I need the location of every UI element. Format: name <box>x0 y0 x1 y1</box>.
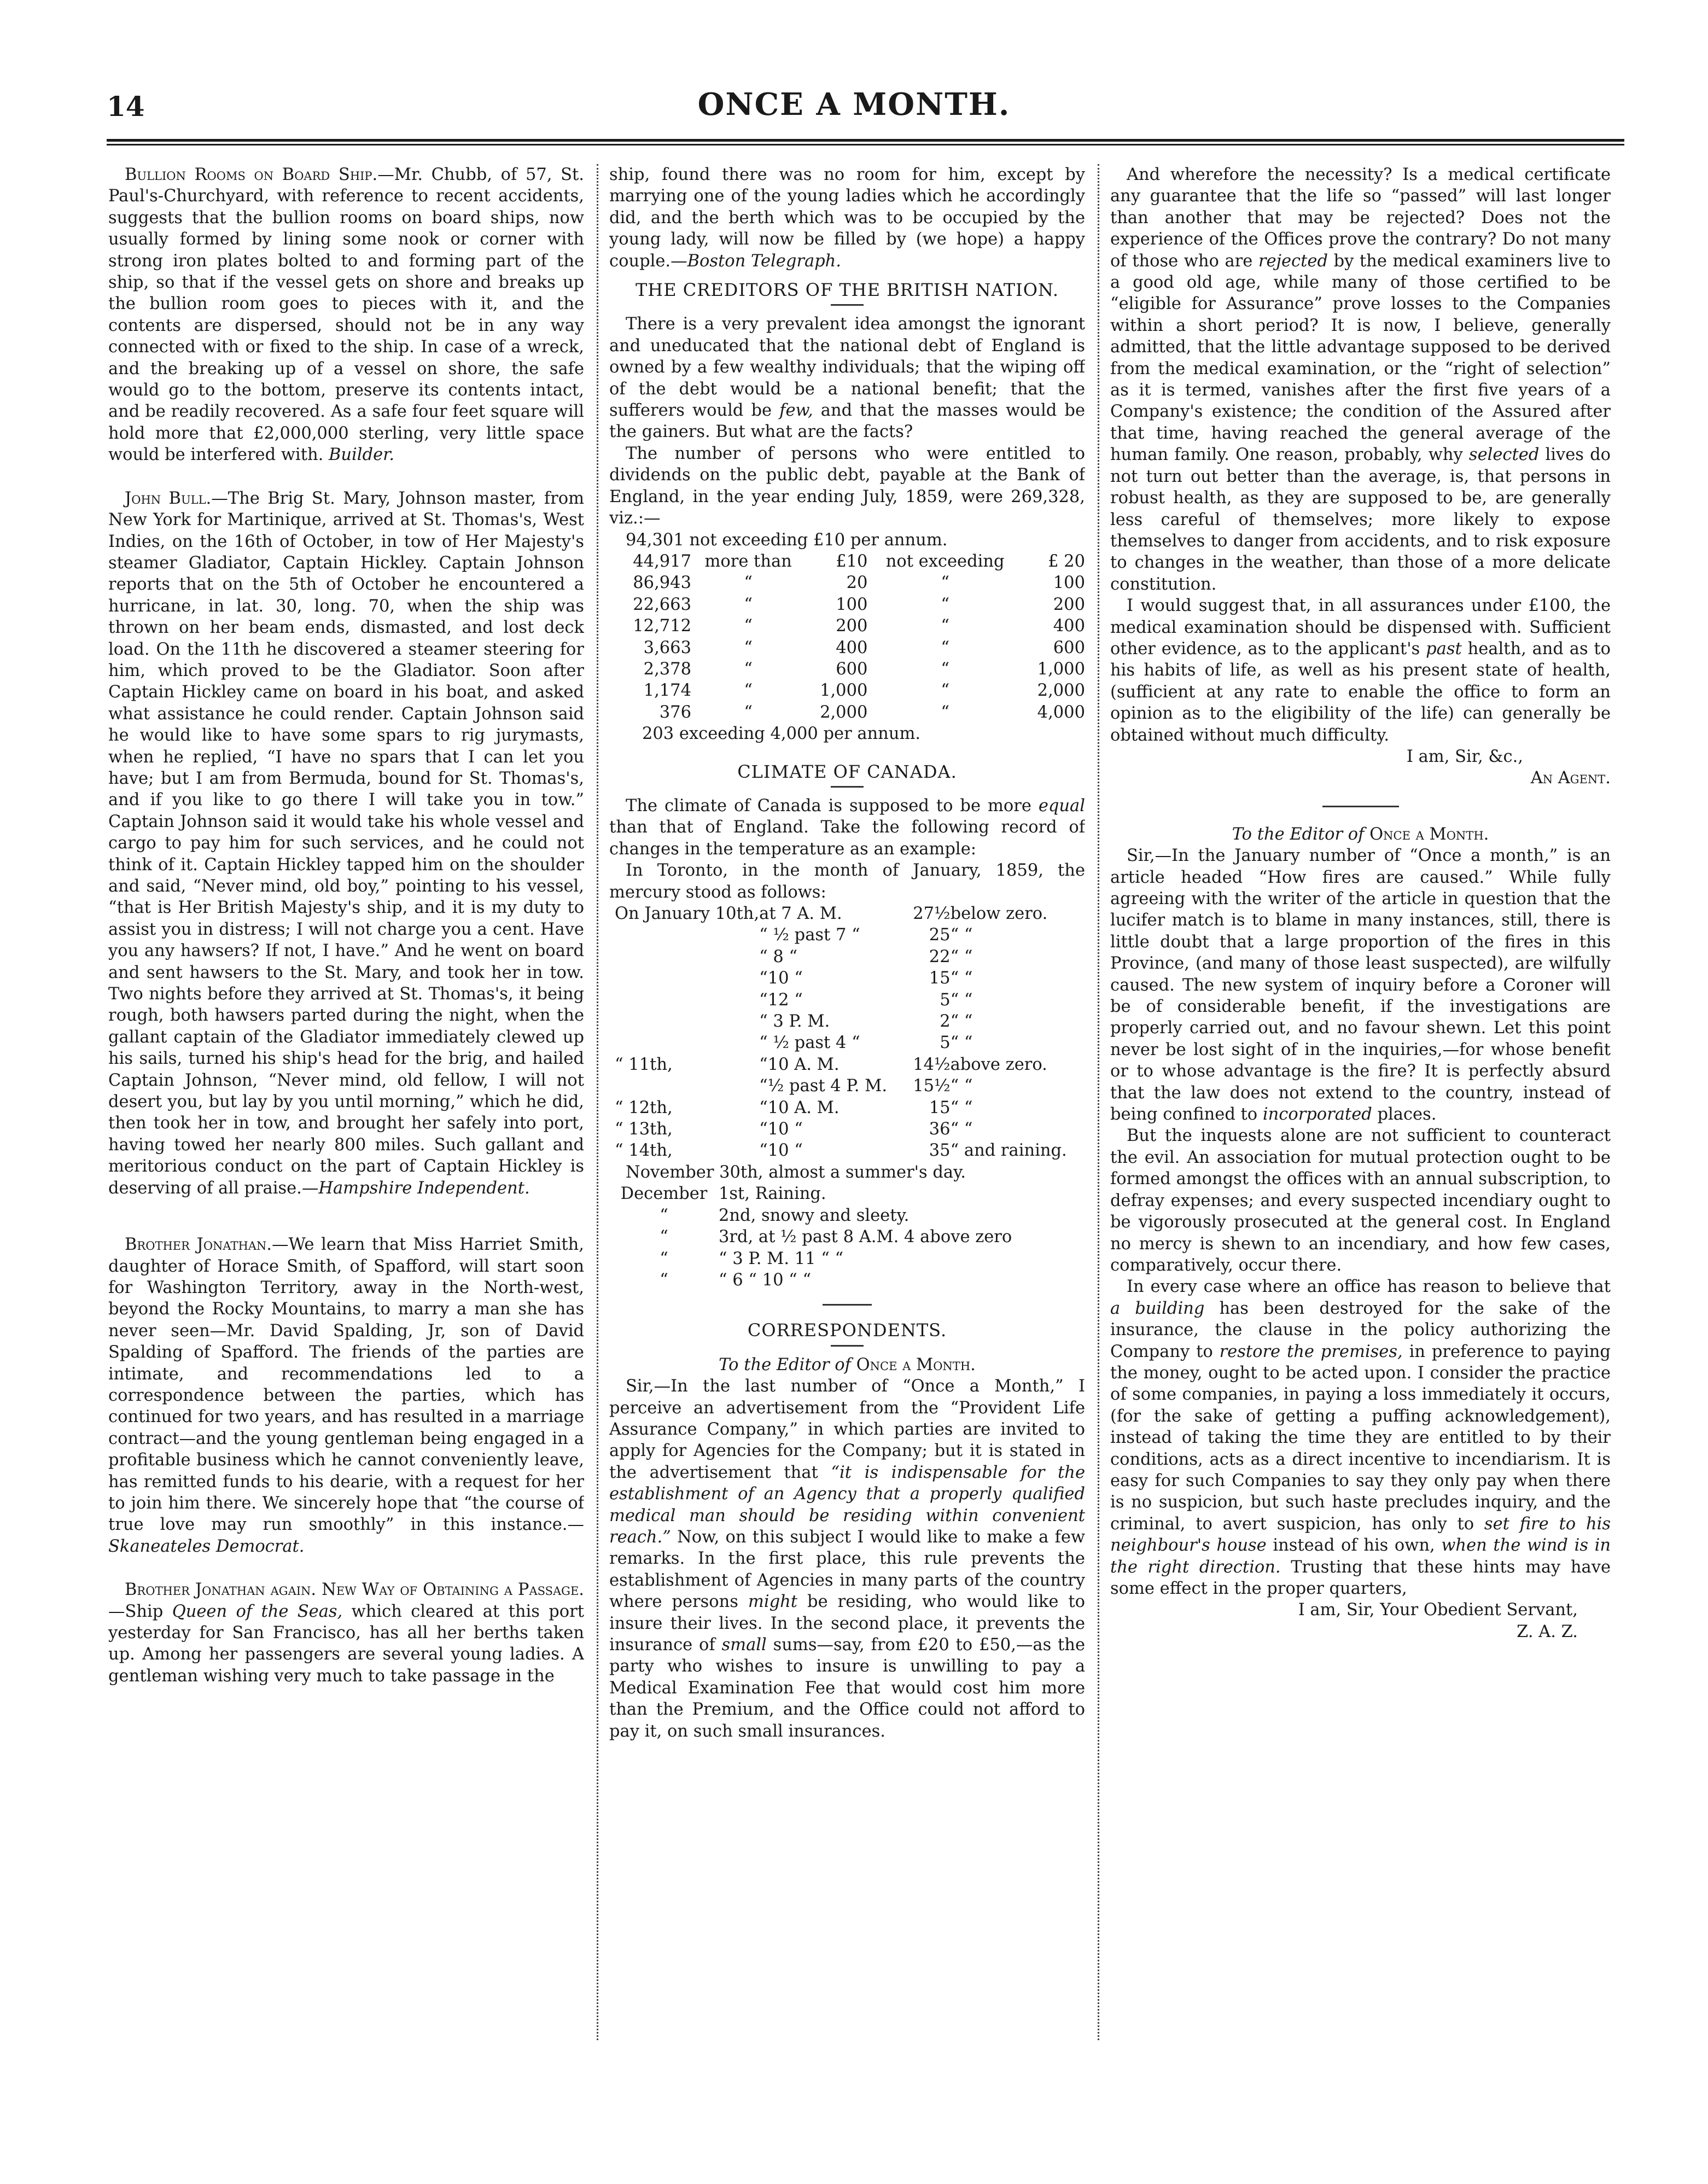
temperature-time: “10 “ <box>759 1141 803 1161</box>
temperature-time: at 7 A. M. <box>759 904 842 923</box>
temperature-unit: below zero. <box>950 904 1048 923</box>
editor-address-2: To the Editor of Once a Month. <box>1232 824 1489 844</box>
debt-label: “ <box>744 616 753 636</box>
debt-persons: 3,663 <box>643 638 691 657</box>
heading-dash <box>831 1345 864 1347</box>
header-rule-thick <box>107 139 1624 142</box>
november-line: November 30th, almost a summer's day. <box>626 1162 966 1182</box>
heading-dash <box>831 304 864 306</box>
december-date: “ <box>660 1205 668 1225</box>
debt-label: “ <box>941 616 949 636</box>
temperature-unit: “ “ <box>950 990 973 1010</box>
debt-label: not exceeding <box>885 551 1005 571</box>
john-bull-article: John Bull.—The Brig St. Mary, Johnson master, from New York for Martinique, arrived at St. Thomas's, West Indies, on the 16th of October, in tow of Her Majesty's steamer Gladiator, Captain Hickley. Captain Johnson reports that on the 5th of October he encountered a hurricane, in lat. 30, long. 70, when the ship was thrown on her beam ends, dismasted, and lost deck load. On the 11th he discovered a steamer steering for him, which proved to be the Gladiator. Soon after Captain Hickley came on board in his boat, and asked what assistance he could render. Captain Johnson said he would like to have some spars to rig jurymasts, when he replied, “I have no spars that I can let you have; but I am from Bermuda, bound for St. Thomas's, and if you like to go there I will take you in tow.” Captain Johnson said it would take his whole vessel and cargo to pay him for such services, and he could not think of it. Captain Hickley tapped him on the shoulder and said, “Never mind, old boy,” pointing to his vessel, “that is Her British Majesty's ship, and it is my duty to assist you in distress; I will not charge you a cent. Have you any hawsers? If not, I have.” And he went on board and sent hawsers to the St. Mary, and took her in tow. Two nights before they arrived at St. Thomas's, it being rough, both hawsers parted during the night, when the gallant captain of the Gladiator immediately clewed up his sails, turned his ship's head for the brig, and hailed Captain Johnson, “Never mind, old fellow, I will not desert you, but lay by you until morning,” which he did, then took her in tow, and brought her safely into port, having towed her nearly 800 miles. Such gallant and meritorious conduct on the part of Captain Hickley is deserving of all praise.—Hampshire Independent. <box>108 488 584 1198</box>
header-rule-thin <box>107 144 1624 145</box>
debt-row <box>609 637 1085 659</box>
debt-label: more than <box>704 551 792 571</box>
heading-dash <box>831 786 864 788</box>
december-note: “ 6 “ 10 “ “ <box>719 1270 812 1290</box>
temperature-unit: “ “ <box>950 1012 973 1032</box>
debt-row <box>609 680 1085 701</box>
temperature-row <box>609 968 1085 989</box>
december-row <box>609 1269 1085 1291</box>
temperature-time: “ ½ past 4 “ <box>759 1033 860 1053</box>
column-1 <box>108 164 584 2144</box>
debt-to: £ 20 <box>1048 551 1085 571</box>
temperature-time: “ 8 “ <box>759 947 798 966</box>
temperature-date: On January 10th, <box>615 904 760 923</box>
temperature-date: “ 11th, <box>615 1055 673 1074</box>
debt-row <box>609 702 1085 723</box>
signature-2-closing: I am, Sir, Your Obedient Servant, <box>1298 1600 1578 1620</box>
december-date: “ <box>660 1227 668 1247</box>
temperature-value: 15 <box>929 969 951 988</box>
debt-persons: 44,917 <box>633 551 691 571</box>
debt-from: 100 <box>836 595 868 614</box>
temperature-time: “½ past 4 P. M. <box>759 1076 888 1096</box>
debt-to: 1,000 <box>1037 659 1085 679</box>
temperature-date <box>609 1075 759 1097</box>
debt-label: “ <box>941 681 949 701</box>
debt-from: 2,000 <box>820 702 868 722</box>
bullion-article: Bullion Rooms on Board Ship.—Mr. Chubb, of 57, St. Paul's-Churchyard, with reference to recent accidents, suggests that the bullion rooms on board ships, now usually formed by lining some nook or corner with strong iron plates bolted to and forming part of the ship, so that if the vessel gets on shore and breaks up the bullion room goes to pieces with it, and the contents are dispersed, should not be in any way connected with or fixed to the ship. In case of a wreck, and the breaking up of a vessel on shore, the safe would go to the bottom, preserve its contents intact, and be readily recovered. As a safe four feet square will hold more that £2,000,000 sterling, very little space would be interfered with. Builder. <box>108 165 584 465</box>
temperature-time: “10 A. M. <box>759 1098 840 1117</box>
column-separator-2 <box>1098 164 1099 2040</box>
debt-label: “ <box>941 702 949 722</box>
climate-paragraph-2: In Toronto, in the month of January, 1859, the mercury stood as follows: <box>609 861 1085 902</box>
debt-table <box>609 551 1085 723</box>
section-rule <box>1322 806 1399 807</box>
december-note: 2nd, snowy and sleety. <box>719 1205 910 1225</box>
debt-last-line: 203 exceeding 4,000 per annum. <box>642 724 921 744</box>
temperature-unit: “ “ <box>950 1098 973 1117</box>
climate-heading: CLIMATE OF CANADA. <box>737 761 957 782</box>
december-note: “ 3 P. M. 11 “ “ <box>719 1249 844 1268</box>
letter-2-paragraph-1: Sir,—In the January number of “Once a month,” is an article headed “How fires are caused.” While fully agreeing with the writer of the article in question that the lucifer match is to blame in many instances, still, there is little doubt that a large proportion of the fires in this Province, (and many of those least suspected), are wilfully caused. The new system of inquiry before a Coroner will be of considerable benefit, if the investigations are properly carried out, and no favour shewn. Let this point never be lost sight of in the inquiries,—for whose benefit or to whose advantage is the fire? It is perfectly absurd that the law does not extend to the country, instead of being confined to incorporated places. <box>1110 846 1611 1125</box>
debt-label: “ <box>941 638 949 657</box>
temperature-unit: “ “ <box>950 947 973 966</box>
signature-1-closing: I am, Sir, &c., <box>1406 747 1523 766</box>
brother-jonathan-again-article: Brother Jonathan again. New Way of Obtaining a Passage.—Ship Queen of the Seas, which cleared at this port yesterday for San Francisco, has all her berths taken up. Among her passengers are several young ladies. A gentleman wishing very much to take passage in the <box>108 1580 584 1686</box>
letter-1-continued: And wherefore the necessity? Is a medical certificate any guarantee that the life so “passed” will last longer than another that may be rejected? Does not the experience of the Offices prove the contrary? Do not many of those who are rejected by the medical examiners live to a good old age, while many of those certified to be “eligible for Assurance” prove losses to the Companies within a short period? It is now, I believe, generally admitted, that the little advantage supposed to be derived from the medical examination, or the “right of selection” as it is termed, vanishes after the first five years of a Company's existence; the condition of the Assured after that time, having reached the general average of the human family. One reason, probably, why selected lives do not turn out better than the average, is, that persons in robust health, as they are supposed to be, are generally less careful of themselves; more likely to expose themselves to danger from accidents, and to risk exposure to changes in the weather, than those of a more delicate constitution. <box>1110 165 1611 594</box>
temperature-date <box>609 946 759 968</box>
letter-2-paragraph-3: In every case where an office has reason to believe that a building has been destroyed for the sake of the insurance, the clause in the policy authorizing the Company to restore the premises, in preference to paying the money, ought to be acted upon. I consider the practice of some companies, in paying a loss immediately it occurs, (for the sake of getting a puffing acknowledgement), instead of taking the time they are entitled to by their conditions, acts as a direct incentive to incendiarism. It is easy for such Companies to say they only pay when there is no suspicion, but such haste precludes inquiry, and the criminal, to avert suspicion, has only to set fire to his neighbour's house instead of his own, when the wind is in the right direction. Trusting that these hints may have some effect in the proper quarters, <box>1110 1277 1611 1598</box>
temperature-time: “10 A. M. <box>759 1055 840 1074</box>
debt-label: “ <box>744 659 753 679</box>
temperature-date <box>609 968 759 989</box>
temperature-row <box>609 1032 1085 1053</box>
temperature-date <box>609 1032 759 1053</box>
debt-label: “ <box>744 681 753 701</box>
temperature-unit: “ and raining. <box>950 1141 1067 1161</box>
debt-to: 2,000 <box>1037 681 1085 701</box>
temperature-value: 15½ <box>913 1076 951 1096</box>
temperature-row <box>609 903 1085 924</box>
temperature-row <box>609 1119 1085 1140</box>
creditors-paragraph-1: There is a very prevalent idea amongst the ignorant and uneducated that the national debt of England is owned by a few wealthy individuals; that the wiping off of the debt would be a national benefit; that the sufferers would be few, and that the masses would be the gainers. But what are the facts? <box>609 315 1085 442</box>
temperature-value: 14½ <box>913 1055 951 1074</box>
debt-row <box>609 551 1085 572</box>
debt-from: 400 <box>836 638 868 657</box>
temperature-value: 36 <box>929 1120 951 1139</box>
column-separator-1 <box>597 164 598 2040</box>
debt-first-line: 94,301 not exceeding £10 per annum. <box>626 530 948 550</box>
debt-persons: 86,943 <box>633 573 691 593</box>
temperature-unit: above zero. <box>950 1055 1047 1074</box>
editor-address-1: To the Editor of Once a Month. <box>719 1355 976 1375</box>
debt-persons: 1,174 <box>643 681 691 701</box>
temperature-value: 35 <box>929 1141 951 1161</box>
temperature-row <box>609 989 1085 1011</box>
temperature-unit: “ “ <box>950 1076 973 1096</box>
creditors-paragraph-2: The number of persons who were entitled to dividends on the public debt, payable at the Bank of England, in the year ending July, 1859, were 269,328, viz.:— <box>609 444 1085 528</box>
debt-to: 400 <box>1053 616 1085 636</box>
december-note: 3rd, at ½ past 8 A.M. 4 above zero <box>719 1227 1012 1247</box>
column-3 <box>1110 164 1611 2144</box>
debt-label: “ <box>744 573 753 593</box>
temperature-date <box>609 989 759 1011</box>
correspondents-heading: CORRESPONDENTS. <box>747 1320 947 1341</box>
temperature-date: “ 13th, <box>615 1120 673 1139</box>
debt-row <box>609 659 1085 680</box>
temperature-value: 5 <box>940 1033 951 1053</box>
temperature-date: “ 14th, <box>615 1141 673 1161</box>
temperature-unit: “ “ <box>950 969 973 988</box>
december-note: 1st, Raining. <box>719 1184 826 1204</box>
temperature-time: “12 “ <box>759 990 803 1010</box>
debt-row <box>609 594 1085 615</box>
debt-persons: 376 <box>659 702 691 722</box>
temperature-row <box>609 1075 1085 1097</box>
continued-article: ship, found there was no room for him, except by marrying one of the young ladies which he accordingly did, and the berth which was to be occupied by the young lady, will now be filled by (we hope) a happy couple.—Boston Telegraph. <box>609 165 1085 271</box>
temperature-time: “ ½ past 7 “ <box>759 925 860 945</box>
climate-paragraph-1: The climate of Canada is supposed to be more equal than that of England. Take the following record of changes in the temperature as an example: <box>609 796 1085 859</box>
december-row <box>609 1205 1085 1226</box>
debt-to: 100 <box>1053 573 1085 593</box>
debt-label: “ <box>941 573 949 593</box>
temperature-row <box>609 1054 1085 1075</box>
temperature-time: “10 “ <box>759 969 803 988</box>
temperature-value: 25 <box>929 925 951 945</box>
december-row <box>609 1226 1085 1248</box>
temperature-value: 27½ <box>913 904 951 923</box>
debt-row <box>609 572 1085 593</box>
debt-from: 600 <box>836 659 868 679</box>
temperature-value: 15 <box>929 1098 951 1117</box>
debt-to: 4,000 <box>1037 702 1085 722</box>
debt-label: “ <box>941 659 949 679</box>
temperature-value: 5 <box>940 990 951 1010</box>
debt-label: “ <box>744 702 753 722</box>
temperature-date: “ 12th, <box>615 1098 673 1117</box>
temperature-value: 22 <box>929 947 951 966</box>
debt-from: 200 <box>836 616 868 636</box>
december-date: December <box>620 1184 708 1204</box>
debt-from: £10 <box>836 551 868 571</box>
letter-1-paragraph: Sir,—In the last number of “Once a Month,” I perceive an advertisement from the “Provident Life Assurance Company,” in which parties are invited to apply for Agencies for the Company; but it is stated in the advertisement that “it is indispensable for the establishment of an Agency that a properly qualified medical man should be residing within convenient reach.” Now, on this subject I would like to make a few remarks. In the first place, this rule prevents the establishment of Agencies in many parts of the country where persons might be residing, who would like to insure their lives. In the second place, it prevents the insurance of small sums—say, from £20 to £50,—as the party who wishes to insure is unwilling to pay a Medical Examination Fee that would cost him more than the Premium, and the Office could not afford to pay it, on such small insurances. <box>609 1377 1085 1741</box>
temperature-unit: “ “ <box>950 1120 973 1139</box>
temperature-value: 2 <box>940 1012 951 1032</box>
debt-label: “ <box>744 638 753 657</box>
debt-label: “ <box>744 595 753 614</box>
temperature-date <box>609 1011 759 1032</box>
creditors-heading: THE CREDITORS OF THE BRITISH NATION. <box>635 279 1059 301</box>
temperature-unit: “ “ <box>950 925 973 945</box>
temperature-row <box>609 924 1085 946</box>
debt-row <box>609 615 1085 637</box>
letter-1-paragraph-2: I would suggest that, in all assurances under £100, the medical examination should be dispensed with. Sufficient other evidence, as to the applicant's past health, and as to his habits of life, as well as his present state of health, (sufficient at any rate to enable the office to form an opinion as to the eligibility of the life) can generally be obtained without much difficulty. <box>1110 596 1611 745</box>
debt-from: 1,000 <box>820 681 868 701</box>
debt-persons: 22,663 <box>633 595 691 614</box>
page-number: 14 <box>107 90 145 123</box>
brother-jonathan-article: Brother Jonathan.—We learn that Miss Harriet Smith, daughter of Horace Smith, of Spafford, will start soon for Washington Territory, away in the North-west, beyond the Rocky Mountains, to marry a man she has never seen—Mr. David Spalding, Jr, son of David Spalding of Spafford. The friends of the parties are intimate, and recommendations led to a correspondence between the parties, which has continued for two years, and has resulted in a marriage contract—and the young gentleman being engaged in a profitable business which he cannot conveniently leave, has remitted funds to his dearie, with a request for her to join him there. We sincerely hope that “the course of true love may run smoothly” in this instance.—Skaneateles Democrat. <box>108 1235 584 1556</box>
temperature-row <box>609 946 1085 968</box>
temperature-row <box>609 1011 1085 1032</box>
december-date: “ <box>660 1249 668 1268</box>
signature-1-name: An Agent. <box>1530 768 1611 788</box>
debt-label: “ <box>941 595 949 614</box>
page-title: ONCE A MONTH. <box>697 86 1011 123</box>
debt-to: 600 <box>1053 638 1085 657</box>
december-row <box>609 1183 1085 1204</box>
column-2 <box>609 164 1085 2144</box>
section-rule <box>823 1304 872 1306</box>
temperature-unit: “ “ <box>950 1033 973 1053</box>
temperature-time: “ 3 P. M. <box>759 1012 830 1032</box>
signature-2-name: Z. A. Z. <box>1517 1622 1578 1641</box>
temperature-date <box>609 924 759 946</box>
letter-2-paragraph-2: But the inquests alone are not sufficient to counteract the evil. An association for mutual protection ought to be formed amongst the offices with an annual subscription, to defray expenses; and every suspected incendiary ought to be vigorously prosecuted at the general cost. In England no mercy is shewn to an incendiary, and how few cases, comparatively, occur there. <box>1110 1126 1611 1275</box>
temperature-time: “10 “ <box>759 1120 803 1139</box>
december-date: “ <box>660 1270 668 1290</box>
debt-persons: 2,378 <box>643 659 691 679</box>
december-table <box>609 1183 1085 1291</box>
december-row <box>609 1248 1085 1269</box>
debt-to: 200 <box>1053 595 1085 614</box>
debt-from: 20 <box>846 573 868 593</box>
temperature-row <box>609 1140 1085 1161</box>
temperature-row <box>609 1097 1085 1119</box>
temperature-table <box>609 903 1085 1162</box>
debt-persons: 12,712 <box>633 616 691 636</box>
